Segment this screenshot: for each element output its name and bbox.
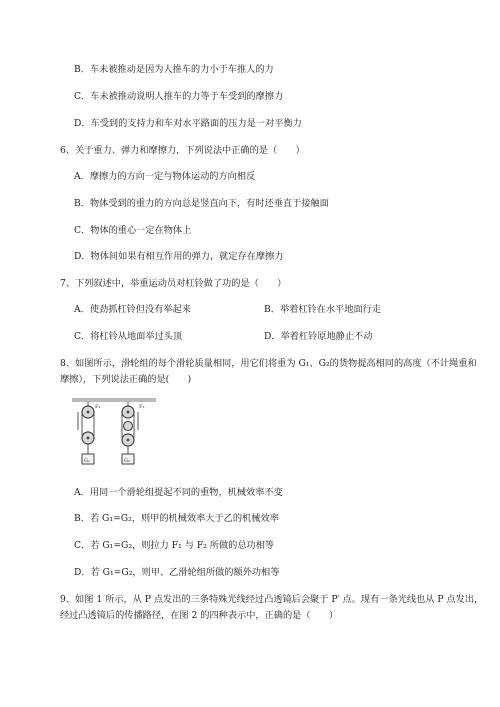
q8-option-b: B．若 G₁=G₂，则甲的机械效率大于乙的机械效率 xyxy=(74,513,279,524)
label-g2: G₂ xyxy=(124,458,130,464)
label-f1: F₁ xyxy=(95,404,101,410)
q7-option-b: B．举着杠铃在水平地面行走 xyxy=(264,304,382,315)
q9-stem-line2: 经过凸透镜后的传播路径，在图 2 的四种表示中，正确的是（ ） xyxy=(60,610,339,621)
q5-option-d: D．车受到的支持力和车对水平路面的压力是一对平衡力 xyxy=(74,118,302,129)
q7-stem: 7、下列叙述中，举重运动员对杠铃做了功的是（ ） xyxy=(60,278,287,289)
q9-stem-line1: 9、如图 1 所示，从 P 点发出的三条特殊光线经过凸透镜后会聚于 P′ 点。现有一条光线也从 P 点发出， xyxy=(60,594,484,605)
pulley-system-right xyxy=(122,402,144,464)
q7-option-a: A．使劲抓杠铃但没有举起来 xyxy=(74,304,191,315)
q6-stem: 6、关于重力、弹力和摩擦力，下列说法中正确的是（ ） xyxy=(60,145,305,156)
q7-option-c: C．将杠铃从地面举过头顶 xyxy=(74,331,183,342)
q8-option-c: C．若 G₁=G₂，则拉力 F₁ 与 F₂ 所做的总功相等 xyxy=(74,540,275,551)
q5-option-b: B．车未被推动是因为人推车的力小于车推人的力 xyxy=(74,64,274,75)
q8-stem-line2: 摩擦），下列说法正确的是( ) xyxy=(60,374,192,385)
q6-option-a: A．摩擦力的方向一定与物体运动的方向相反 xyxy=(74,171,256,182)
pulley-diagram xyxy=(68,396,160,472)
middle-pulley-right xyxy=(124,422,133,431)
q6-option-c: C．物体的重心一定在物体上 xyxy=(74,225,192,236)
pulley-system-figure xyxy=(68,396,160,472)
q5-option-c: C．车未被推动说明人推车的力等于车受到的摩擦力 xyxy=(74,91,284,102)
label-f2: F₂ xyxy=(139,404,145,410)
pulley-system-left xyxy=(78,402,100,464)
q8-stem-line1: 8、如图所示，滑轮组的每个滑轮质量相同，用它们将重为 G₁、G₂的货物提高相同的高度（不计绳重和 xyxy=(60,358,477,369)
q6-option-b: B．物体受到的重力的方向总是竖直向下，有时还垂直于接触面 xyxy=(74,198,329,209)
q7-option-d: D．举着杠铃原地静止不动 xyxy=(264,331,373,342)
label-g1: G₁ xyxy=(84,458,90,464)
q6-option-d: D．物体间如果有相互作用的弹力，就定存在摩擦力 xyxy=(74,251,284,262)
q8-option-d: D．若 G₁=G₂，则甲、乙滑轮组所做的额外功相等 xyxy=(74,567,280,578)
q8-option-a: A．用同一个滑轮组提起不同的重物，机械效率不变 xyxy=(74,487,283,498)
